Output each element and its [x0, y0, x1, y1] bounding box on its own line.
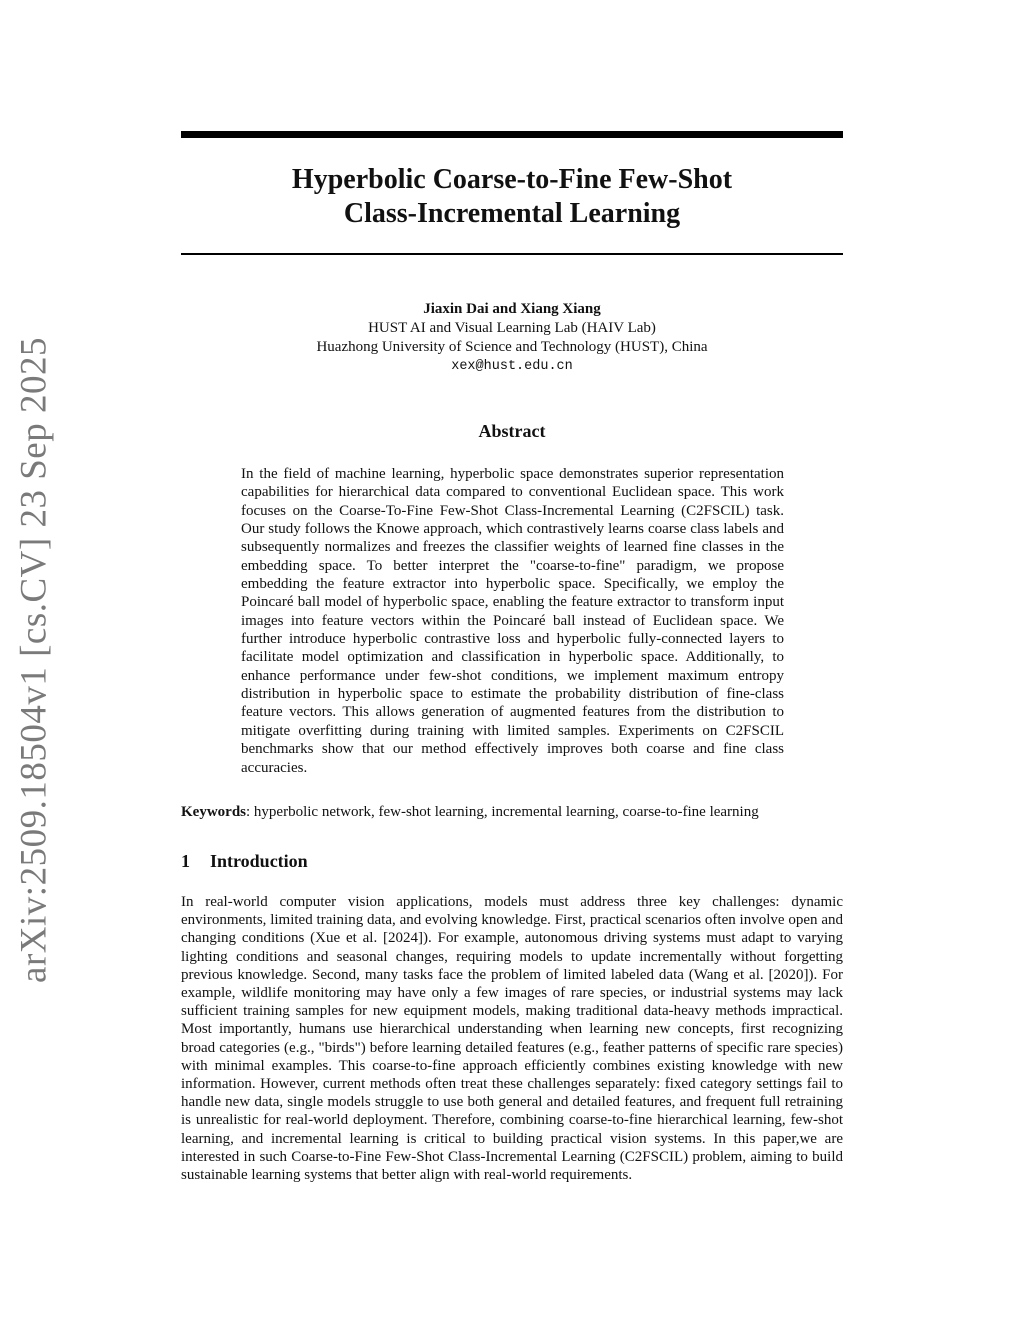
title-line-1: Hyperbolic Coarse-to-Fine Few-Shot — [291, 164, 733, 195]
title-top-rule — [181, 131, 843, 138]
title-line-2: Class-Incremental Learning — [343, 198, 681, 229]
author-email[interactable]: xex@hust.edu.cn — [451, 359, 573, 374]
section-heading-introduction — [181, 851, 843, 872]
arxiv-identifier-stamp: arXiv:2509.18504v1 [cs.CV] 23 Sep 2025 — [13, 337, 55, 983]
keywords-text: : hyperbolic network, few-shot learning, incremental learning, coarse-to-fine learning — [246, 804, 759, 820]
section-number: 1 — [181, 851, 190, 871]
keywords-label: Keywords — [181, 804, 246, 820]
author-block — [181, 300, 843, 376]
title-bottom-rule — [181, 253, 843, 255]
abstract-text: In the field of machine learning, hyperbolic space demonstrates superior representation capabilities for hierarchical data compared to conventional Euclidean space. This work focuses on the Coarse-To-Fine Few-Shot Class-Incremental Learning (C2FSCIL) task. Our study follows the Knowe approach, which contrastively learns coarse class labels and subsequently normalizes and freezes the classifier weights of learned fine classes in the embedding space. To better interpret the "coarse-to-fine" paradigm, we propose embedding the feature extractor into hyperbolic space. Specifically, we employ the Poincaré ball model of hyperbolic space, enabling the feature extractor to transform input images into feature vectors within the Poincaré ball instead of Euclidean space. We further introduce hyperbolic contrastive loss and hyperbolic fully-connected layers to facilitate model optimization and classification in hyperbolic space. Additionally, to enhance performance under few-shot conditions, we implement maximum entropy distribution in hyperbolic space to estimate the probability distribution of fine-class feature vectors. This allows generation of augmented features from the distribution to mitigate overfitting during training with limited samples. Experiments on C2FSCIL benchmarks show that our method effectively improves both coarse and fine class accuracies. — [241, 466, 784, 776]
introduction-paragraph: In real-world computer vision applications, models must address three key challenges: dynamic environments, limited training data, and evolving knowledge. First, practical scenarios often involve open and changing conditions (Xue et al. [2024]). For example, autonomous driving systems must adapt to varying lighting conditions and seasonal changes, requiring models to update incrementally without forgetting previous knowledge. Second, many tasks face the problem of limited labeled data (Wang et al. [2020]). For example, wildlife monitoring may have only a few images of rare species, or industrial systems may lack sufficient training samples for new equipment models, making traditional data-heavy methods impractical. Most importantly, humans use hierarchical understanding when learning new concepts, first recognizing broad categories (e.g., "birds") before learning detailed features (e.g., feather patterns of specific rare species) with minimal examples. This coarse-to-fine approach efficiently combines existing knowledge with new information. However, current methods often treat these challenges separately: fixed category settings fail to handle new data, single models struggle to use both general and detailed features, and frequent full retraining is unrealistic for real-world deployment. Therefore, combining coarse-to-fine hierarchical learning, few-shot learning, and incremental learning is critical to building practical vision systems. In this paper,we are interested in such Coarse-to-Fine Few-Shot Class-Incremental Learning (C2FSCIL) problem, aiming to build sustainable learning systems that better align with real-world requirements. — [181, 894, 843, 1184]
abstract-heading: Abstract — [478, 421, 546, 441]
section-title: Introduction — [210, 851, 308, 871]
author-affiliation-lab: HUST AI and Visual Learning Lab (HAIV Lab) — [368, 320, 656, 336]
author-names: Jiaxin Dai and Xiang Xiang — [423, 301, 601, 317]
paper-title — [181, 163, 843, 231]
keywords-line — [181, 803, 843, 822]
author-affiliation-university: Huazhong University of Science and Technology (HUST), China — [316, 339, 708, 355]
